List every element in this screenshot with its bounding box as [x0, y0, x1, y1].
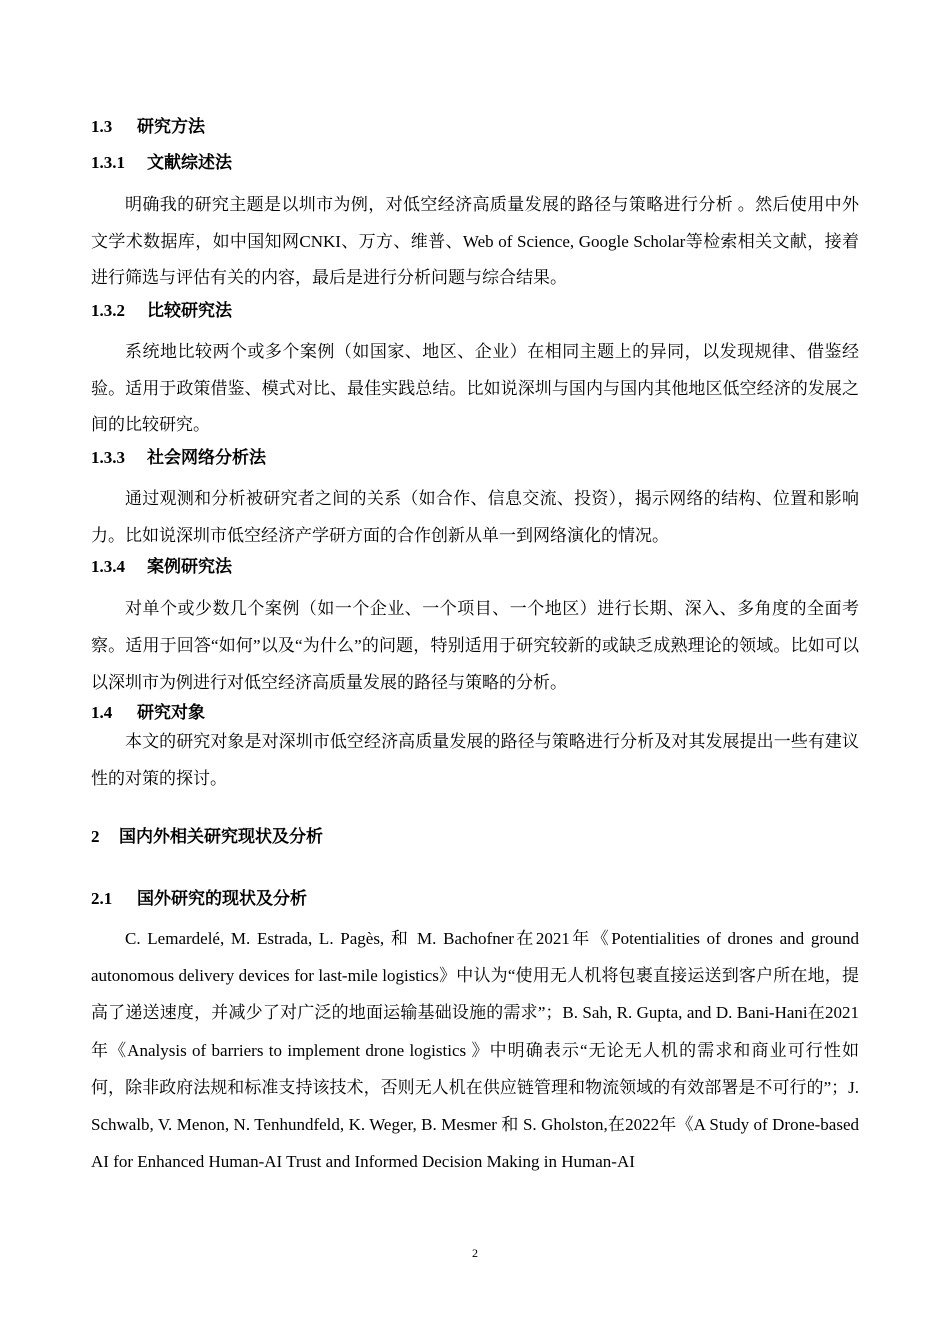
heading-1-4: 1.4 研究对象 — [91, 703, 205, 722]
paragraph-comparative-research: 系统地比较两个或多个案例（如国家、地区、企业）在相同主题上的异同，以发现规律、借鉴经验。适用于政策借鉴、模式对比、最佳实践总结。比如说深圳与国内与国内其他地区低空经济的发展之间的比较研究。 — [91, 342, 859, 435]
page-number: 2 — [472, 1246, 478, 1260]
heading-2-1: 2.1 国外研究的现状及分析 — [91, 889, 307, 908]
paragraph-case-study: 对单个或少数几个案例（如一个企业、一个项目、一个地区）进行长期、深入、多角度的全面考察。适用于回答“如何”以及“为什么”的问题，特别适用于研究较新的或缺乏成熟理论的领域。比如可以以深圳市为例进行对低空经济高质量发展的路径与策略的分析。 — [91, 599, 859, 692]
paragraph-social-network-analysis: 通过观测和分析被研究者之间的关系（如合作、信息交流、投资），揭示网络的结构、位置和影响力。比如说深圳市低空经济产学研方面的合作创新从单一到网络演化的情况。 — [91, 489, 859, 545]
heading-1-3-1: 1.3.1 文献综述法 — [91, 153, 232, 172]
heading-1-3-3: 1.3.3 社会网络分析法 — [91, 448, 266, 467]
paragraph-foreign-research: C. Lemardelé, M. Estrada, L. Pagès, 和 M. Bachofner在2021年《Potentialities of drones and ground autonomous delivery devices for last-mile logistics》中认为“使用无人机将包裹直接运送到客户所在地，提高了递送速度，并减少了对广泛的地面运输基础设施的需求”；B. Sah, R. Gupta, and D. Bani-Hani在2021年《Analysis of barriers to implement drone logistics 》中明确表示“无论无人机的需求和商业可行性如何，除非政府法规和标准支持该技术，否则无人机在供应链管理和物流领域的有效部署是不可行的”；J. Schwalb, V. Menon, N. Tenhundfeld, K. Weger, B. Mesmer 和 S. Gholston,在2022年《A Study of Drone-based AI for Enhanced Human-AI Trust and Informed Decision Making in Human-AI — [91, 929, 859, 1172]
paragraph-literature-review: 明确我的研究主题是以圳市为例，对低空经济高质量发展的路径与策略进行分析 。然后使用中外文学术数据库，如中国知网CNKI、万方、维普、Web of Science, Google Scholar等检索相关文献，接着进行筛选与评估有关的内容，最后是进行分析问题与综合结果。 — [91, 195, 859, 288]
heading-1-3-2: 1.3.2 比较研究法 — [91, 301, 232, 320]
paragraph-research-object: 本文的研究对象是对深圳市低空经济高质量发展的路径与策略进行分析及对其发展提出一些有建议性的对策的探讨。 — [91, 732, 859, 788]
heading-1-3-4: 1.3.4 案例研究法 — [91, 557, 232, 576]
heading-2: 2 国内外相关研究现状及分析 — [91, 827, 323, 846]
heading-1-3: 1.3 研究方法 — [91, 117, 205, 136]
